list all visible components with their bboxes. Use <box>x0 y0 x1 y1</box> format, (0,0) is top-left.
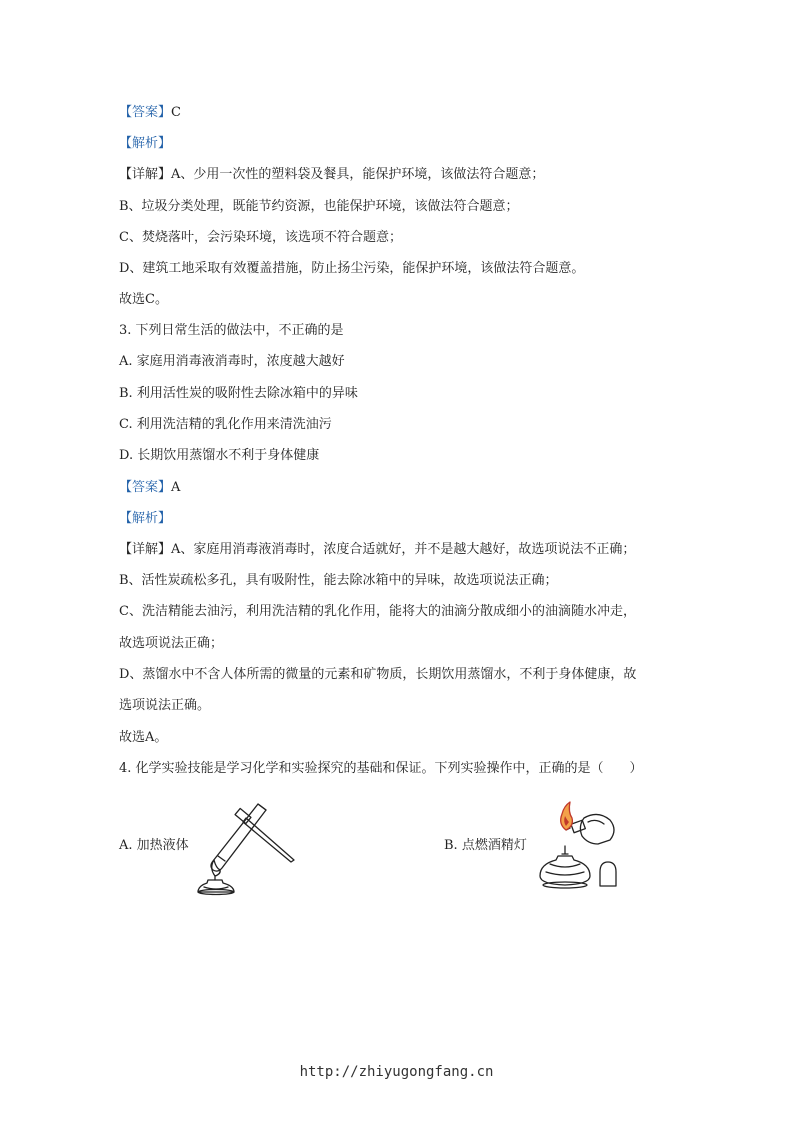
detail-tag: 【详解】 <box>119 542 172 557</box>
detail-tag: 【详解】 <box>119 167 172 182</box>
q3-option-d: D. 长期饮用蒸馏水不利于身体健康 <box>119 448 320 463</box>
answer-tag: 【答案】 <box>119 105 172 120</box>
q3-detail-line-a <box>119 542 635 558</box>
q4-stem: 4. 化学实验技能是学习化学和实验探究的基础和保证。下列实验操作中，正确的是（ ） <box>119 761 643 776</box>
q3-stem: 3. 下列日常生活的做法中，不正确的是 <box>119 323 344 338</box>
q2-detail-line-c: C、焚烧落叶，会污染环境，该选项不符合题意； <box>119 230 402 245</box>
answer-value: A <box>171 480 181 495</box>
q3-detail-line-c: C、洗洁精能去油污，利用洗洁精的乳化作用，能将大的油滴分散成细小的油滴随水冲走， <box>119 604 636 619</box>
q2-detail-line-d: D、建筑工地采取有效覆盖措施，防止扬尘污染，能保护环境，该做法符合题意。 <box>119 261 585 276</box>
q3-detail-line-d: D、蒸馏水中不含人体所需的微量的元素和矿物质，长期饮用蒸馏水，不利于身体健康，故 <box>119 667 637 682</box>
detail-text: A、少用一次性的塑料袋及餐具，能保护环境，该做法符合题意； <box>171 167 545 182</box>
q3-option-a: A. 家庭用消毒液消毒时，浓度越大越好 <box>119 354 345 369</box>
q2-conclusion: 故选C。 <box>119 292 168 307</box>
heating-test-tube-icon <box>196 798 306 893</box>
q3-detail-line-b: B、活性炭疏松多孔，具有吸附性，能去除冰箱中的异味，故选项说法正确； <box>119 573 558 588</box>
footer-url: http://zhiyugongfang.cn <box>299 1064 494 1080</box>
q2-analysis-tag: 【解析】 <box>119 136 172 151</box>
answer-value: C <box>171 105 181 120</box>
lighting-alcohol-lamp-icon <box>536 800 636 895</box>
q4-option-b-label: B. 点燃酒精灯 <box>444 838 527 853</box>
q2-detail-line-a <box>119 167 544 183</box>
answer-tag: 【答案】 <box>119 480 172 495</box>
q3-answer <box>119 480 180 496</box>
q3-option-c: C. 利用洗洁精的乳化作用来清洗油污 <box>119 417 332 432</box>
q3-detail-line-d-cont: 选项说法正确。 <box>119 698 211 713</box>
detail-text: A、家庭用消毒液消毒时，浓度合适就好，并不是越大越好，故选项说法不正确； <box>171 542 636 557</box>
q3-option-b: B. 利用活性炭的吸附性去除冰箱中的异味 <box>119 386 358 401</box>
q3-analysis-tag: 【解析】 <box>119 511 172 526</box>
q3-conclusion: 故选A。 <box>119 730 168 745</box>
q4-option-a-label: A. 加热液体 <box>119 838 189 853</box>
q2-detail-line-b: B、垃圾分类处理，既能节约资源，也能保护环境，该做法符合题意； <box>119 199 519 214</box>
q3-detail-line-c-cont: 故选项说法正确； <box>119 636 224 651</box>
q2-answer <box>119 105 181 121</box>
